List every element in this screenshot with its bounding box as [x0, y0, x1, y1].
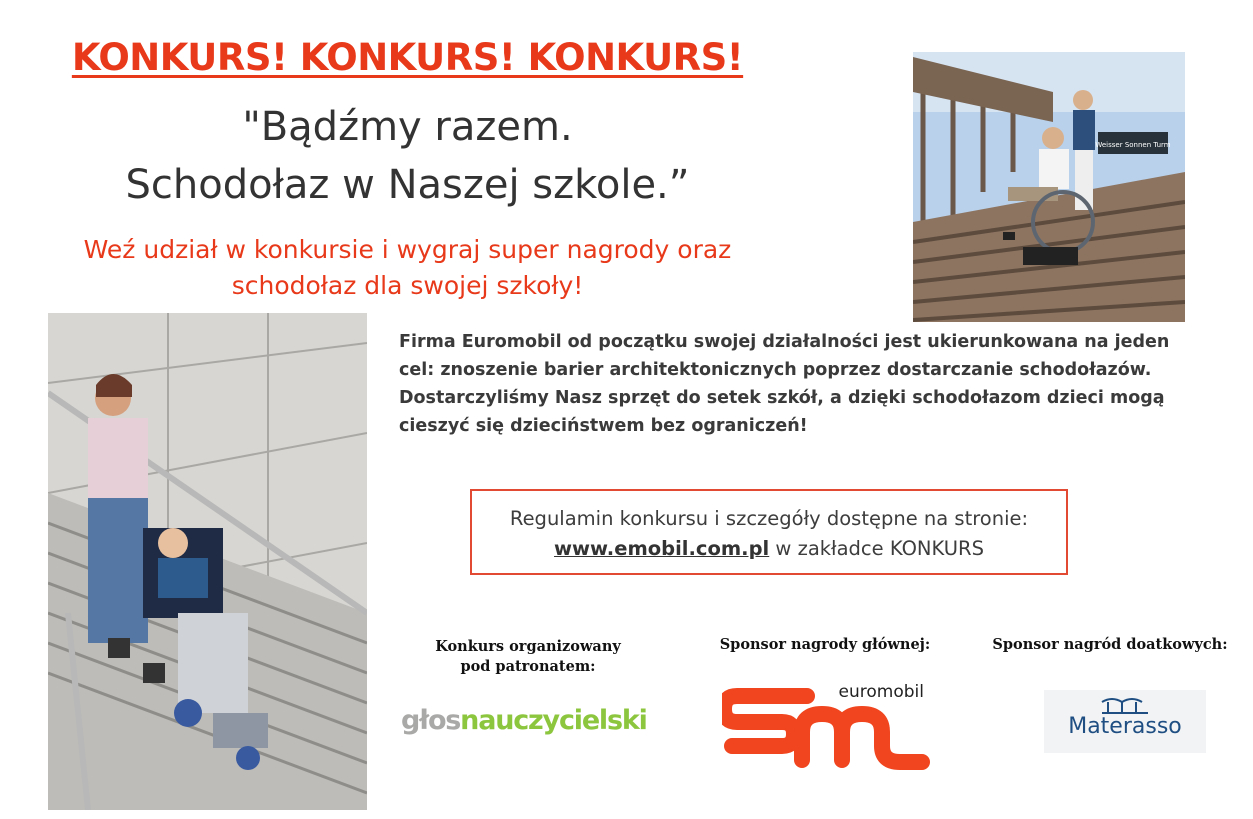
organizer-label	[408, 637, 648, 677]
euromobil-logo	[722, 682, 932, 772]
rules-link-line	[472, 534, 1066, 564]
glos-nauczycielski-logo	[401, 705, 647, 736]
stairlift-child-photo	[48, 313, 367, 810]
extra-sponsor-label: Sponsor nagród doatkowych:	[992, 636, 1228, 653]
building-sign-text: Weisser Sonnen Turm	[1095, 141, 1171, 149]
description-line-4: cieszyć się dzieciństwem bez ograniczeń!	[399, 416, 808, 436]
materasso-logo-text: Materasso	[1068, 714, 1182, 739]
glos-logo-part1: głos	[401, 705, 461, 736]
title-line-2: Schodołaz w Naszej szkole.”	[125, 162, 690, 208]
company-description	[399, 328, 1199, 440]
glos-logo-part2: nauczycielski	[460, 705, 647, 736]
title-line-1: "Bądźmy razem.	[242, 104, 573, 150]
organizer-label-line-1: Konkurs organizowany	[435, 638, 621, 655]
subtitle-line-1: Weź udział w konkursie i wygraj super nagrody oraz	[83, 235, 732, 264]
materasso-m-icon	[1044, 696, 1206, 714]
organizer-label-line-2: pod patronatem:	[460, 658, 596, 675]
materasso-logo	[1044, 690, 1206, 753]
description-line-1: Firma Euromobil od początku swojej działalności jest ukierunkowana na jeden	[399, 332, 1170, 352]
website-link[interactable]: www.emobil.com.pl	[554, 537, 770, 560]
contest-subtitle	[40, 232, 775, 304]
stairlift-wheelchair-photo	[913, 52, 1185, 322]
rules-info-box	[470, 489, 1068, 575]
euromobil-logo-text: euromobil	[838, 682, 924, 702]
main-sponsor-label: Sponsor nagrody głównej:	[719, 636, 931, 653]
subtitle-line-2: schodołaz dla swojej szkoły!	[231, 271, 584, 300]
description-line-3: Dostarczyliśmy Nasz sprzęt do setek szkół, a dzięki schodołazom dzieci mogą	[399, 388, 1165, 408]
description-line-2: cel: znoszenie barier architektonicznych poprzez dostarczanie schodołazów.	[399, 360, 1152, 380]
rules-link-suffix: w zakładce KONKURS	[769, 537, 984, 560]
contest-headline: KONKURS! KONKURS! KONKURS!	[71, 36, 744, 79]
rules-text: Regulamin konkursu i szczegóły dostępne na stronie:	[509, 507, 1029, 530]
contest-title	[40, 98, 775, 214]
